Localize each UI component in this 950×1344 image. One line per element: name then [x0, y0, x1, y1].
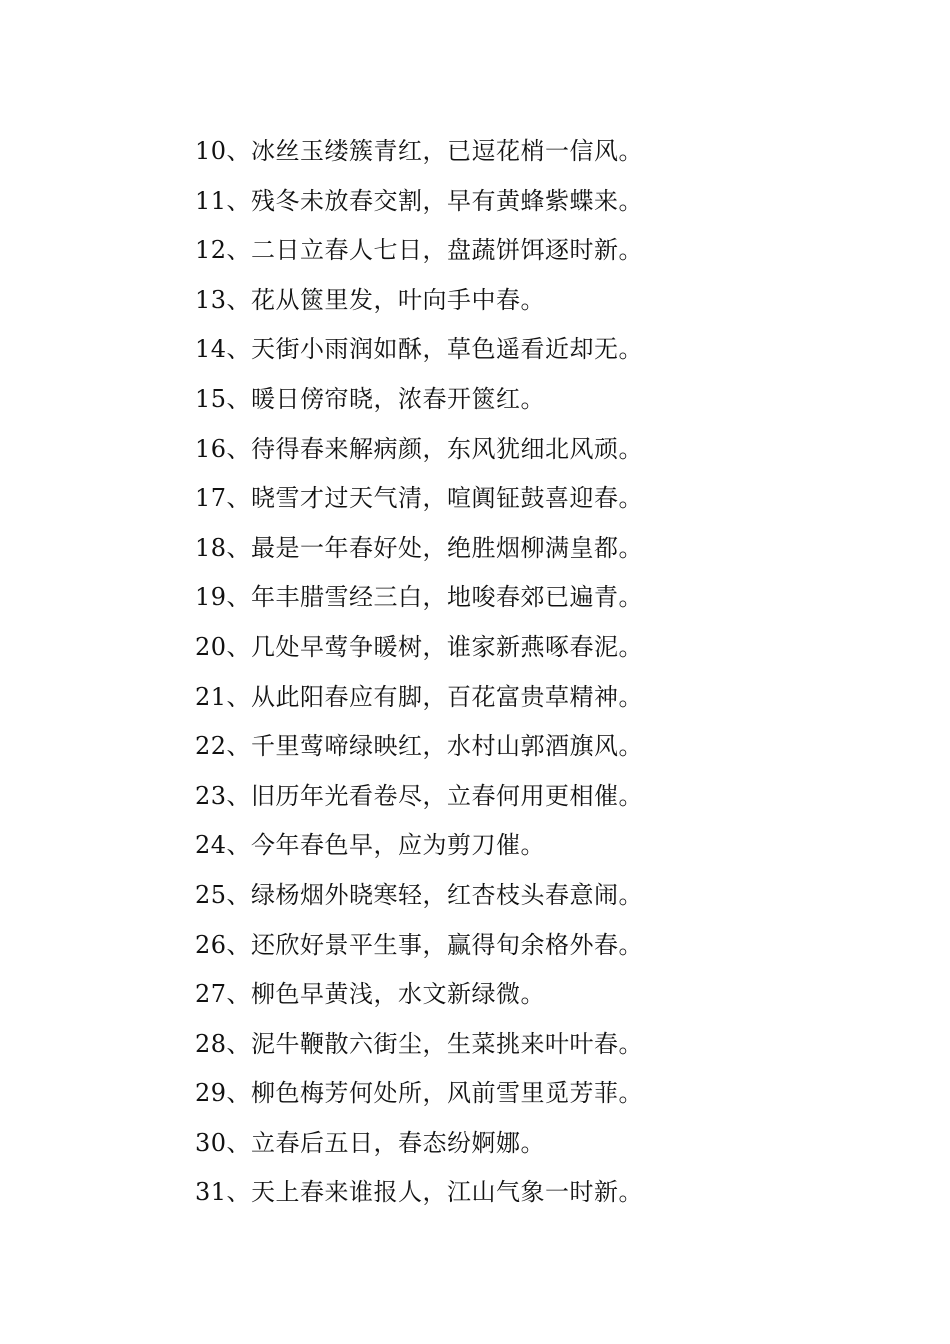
poem-line-22: 22、千里莺啼绿映红，水村山郭酒旗风。 — [195, 732, 644, 761]
poem-line-24: 24、今年春色早，应为剪刀催。 — [195, 831, 546, 860]
poem-line-13: 13、花从篋里发，叶向手中春。 — [195, 285, 546, 314]
poem-line-21: 21、从此阳春应有脚，百花富贵草精神。 — [195, 682, 644, 711]
poem-line-list — [195, 131, 915, 1222]
poem-line-25: 25、绿杨烟外晓寒轻，红杏枝头春意闹。 — [195, 880, 644, 909]
poem-line-31: 31、天上春来谁报人，江山气象一时新。 — [195, 1178, 644, 1207]
poem-line-10: 10、冰丝玉缕簇青红，已逗花梢一信风。 — [195, 137, 644, 165]
poem-line-26: 26、还欣好景平生事，赢得旬余格外春。 — [195, 930, 644, 959]
poem-line-28: 28、泥牛鞭散六街尘，生菜挑来叶叶春。 — [195, 1029, 644, 1058]
poem-line-14: 14、天街小雨润如酥，草色遥看近却无。 — [195, 335, 644, 364]
poem-line-30: 30、立春后五日，春态纷婀娜。 — [195, 1128, 546, 1157]
poem-line-11: 11、残冬未放春交割，早有黄蜂紫蝶来。 — [195, 186, 644, 215]
poem-line-23: 23、旧历年光看卷尽，立春何用更相催。 — [195, 781, 644, 810]
poem-line-18: 18、最是一年春好处，绝胜烟柳满皇都。 — [195, 533, 644, 562]
poem-line-20: 20、几处早莺争暖树，谁家新燕啄春泥。 — [195, 632, 644, 661]
poem-line-15: 15、暖日傍帘晓，浓春开篋红。 — [195, 384, 546, 413]
poem-line-16: 16、待得春来解病颜，东风犹细北风顽。 — [195, 434, 644, 463]
poem-line-27: 27、柳色早黄浅，水文新绿微。 — [195, 980, 546, 1009]
poem-line-19: 19、年丰腊雪经三白，地唆春郊已遍青。 — [195, 583, 644, 612]
poem-line-17: 17、晓雪才过天气清，喧阗钲鼓喜迎春。 — [195, 484, 644, 513]
poem-line-12: 12、二日立春人七日，盘蔬饼饵逐时新。 — [195, 236, 644, 265]
poem-line-29: 29、柳色梅芳何处所，风前雪里觅芳菲。 — [195, 1079, 644, 1108]
